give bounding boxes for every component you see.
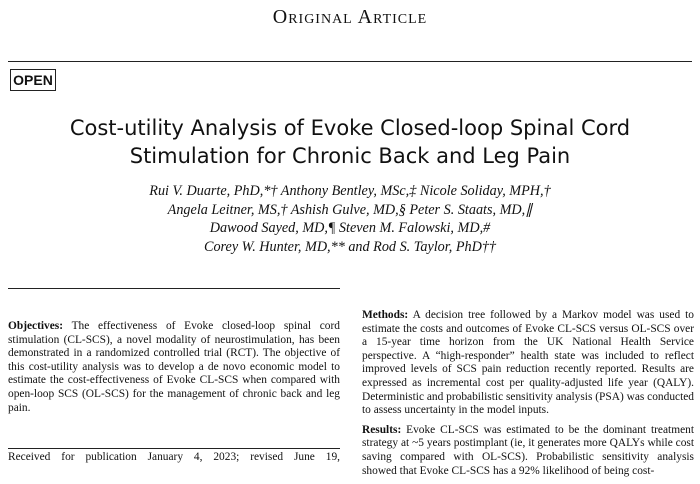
results-label: Results: [362,423,402,436]
author-line: Angela Leitner, MS,† Ashish Gulve, MD,§ Peter S. Staats, MD,∥ [167,201,533,218]
objectives-paragraph [8,320,340,415]
author-line: Rui V. Duarte, PhD,*† Anthony Bentley, MSc,‡ Nicole Soliday, MPH,† [149,183,551,199]
title-line: Cost-utility Analysis of Evoke Closed-loop Spinal Cord [69,116,631,140]
author-line: Corey W. Hunter, MD,** and Rod S. Taylor, PhD†† [203,238,497,255]
methods-text: A decision tree followed by a Markov model was used to estimate the costs and outcomes of Evoke CL-SCS versus OL-SCS over a 15-year time horizon from the UK National Health Service perspective. A “high-responder” health state was included to reflect improved levels of SCS pain reduction recently reported. Results are expressed as incremental cost per quality-adjusted life year (QALY). Deterministic and probabilistic sensitivity analysis (PSA) was conducted to assess uncertainty in the model inputs. [362,309,694,417]
section-label: Original Article [272,6,428,28]
objectives-label: Objectives: [8,320,64,332]
received-date-note: Received for publication January 4, 2023; revised June 19, [8,451,340,463]
footnote-divider [8,448,340,449]
author-list [60,182,640,256]
objectives-text: The effectiveness of Evoke closed-loop spinal cord stimulation (CL-SCS), a novel modality of neurostimulation, has been demonstrated in a randomized controlled trial (RCT). The objective of this cost-utility analysis was to develop a de novo economic model to estimate the cost-effectiveness of Evoke CL-SCS when compared with open-loop SCS (OL-SCS) for the management of chronic back and leg pain. [8,320,340,414]
title-line: Stimulation for Chronic Back and Leg Pain [129,144,571,168]
article-title [20,114,680,170]
header-divider [8,61,692,62]
results-paragraph [362,424,694,478]
abstract-right-column [362,309,694,484]
methods-paragraph [362,309,694,418]
open-access-badge: OPEN [10,69,56,91]
methods-label: Methods: [362,309,409,321]
abstract-divider [8,288,340,289]
author-line: Dawood Sayed, MD,¶ Steven M. Falowski, MD,# [209,220,491,236]
abstract-objectives [8,320,340,421]
results-text: Evoke CL-SCS was estimated to be the dominant treatment strategy at ~5 years postimplant (ie, it generates more QALYs while cost saving compared with OL-SCS). Probabilistic sensitivity analysis showed that Evoke CL-SCS has a 92% likelihood of being cost- [362,423,694,477]
